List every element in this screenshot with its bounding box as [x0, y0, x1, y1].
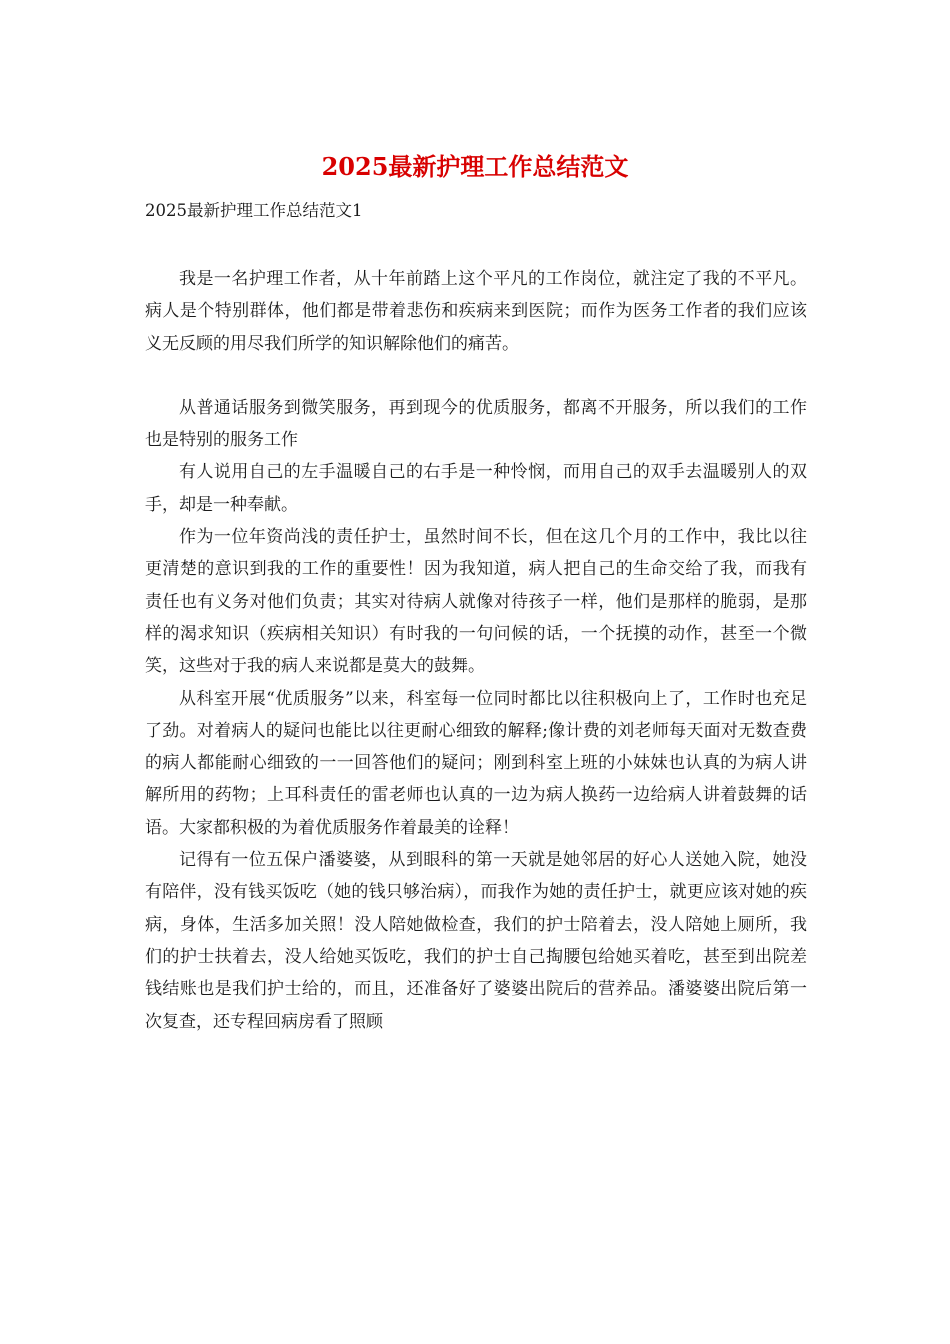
- paragraph-5: 从科室开展“优质服务”以来，科室每一位同时都比以往积极向上了，工作时也充足了劲。对着病人的疑问也能比以往更耐心细致的解释;像计费的刘老师每天面对无数查费的病人都能耐心细致的一一回答他们的疑问；刚到科室上班的小妹妹也认真的为病人讲解所用的药物；上耳科责任的雷老师也认真的一边为病人换药一边给病人讲着鼓舞的话语。大家都积极的为着优质服务作着最美的诠释！: [145, 688, 807, 838]
- paragraph-4: 作为一位年资尚浅的责任护士，虽然时间不长，但在这几个月的工作中，我比以往更清楚的意识到我的工作的重要性！因为我知道，病人把自己的生命交给了我，而我有责任也有义务对他们负责；其实对待病人就像对待孩子一样，他们是那样的脆弱，是那样的渴求知识（疾病相关知识）有时我的一句问候的话，一个抚摸的动作，甚至一个微笑，这些对于我的病人来说都是莫大的鼓舞。: [145, 527, 807, 677]
- document-subtitle: 2025最新护理工作总结范文1: [145, 201, 363, 220]
- paragraph-2: 从普通话服务到微笑服务，再到现今的优质服务，都离不开服务，所以我们的工作也是特别的服务工作: [145, 397, 807, 451]
- paragraph-3: 有人说用自己的左手温暖自己的右手是一种怜悯，而用自己的双手去温暖别人的双手，却是一种奉献。: [145, 462, 807, 515]
- document-body: [145, 263, 807, 1038]
- paragraph-1: 我是一名护理工作者，从十年前踏上这个平凡的工作岗位，就注定了我的不平凡。病人是个特别群体，他们都是带着悲伤和疾病来到医院；而作为医务工作者的我们应该义无反顾的用尽我们所学的知识解除他们的痛苦。: [145, 269, 807, 354]
- document-title: 2025最新护理工作总结范文: [321, 152, 629, 181]
- paragraph-6: 记得有一位五保户潘婆婆，从到眼科的第一天就是她邻居的好心人送她入院，她没有陪伴，没有钱买饭吃（她的钱只够治病），而我作为她的责任护士，就更应该对她的疾病，身体，生活多加关照！没人陪她做检查，我们的护士陪着去，没人陪她上厕所，我们的护士扶着去，没人给她买饭吃，我们的护士自己掏腰包给她买着吃，甚至到出院差钱结账也是我们护士给的，而且，还准备好了婆婆出院后的营养品。潘婆婆出院后第一次复查，还专程回病房看了照顾: [145, 850, 807, 1032]
